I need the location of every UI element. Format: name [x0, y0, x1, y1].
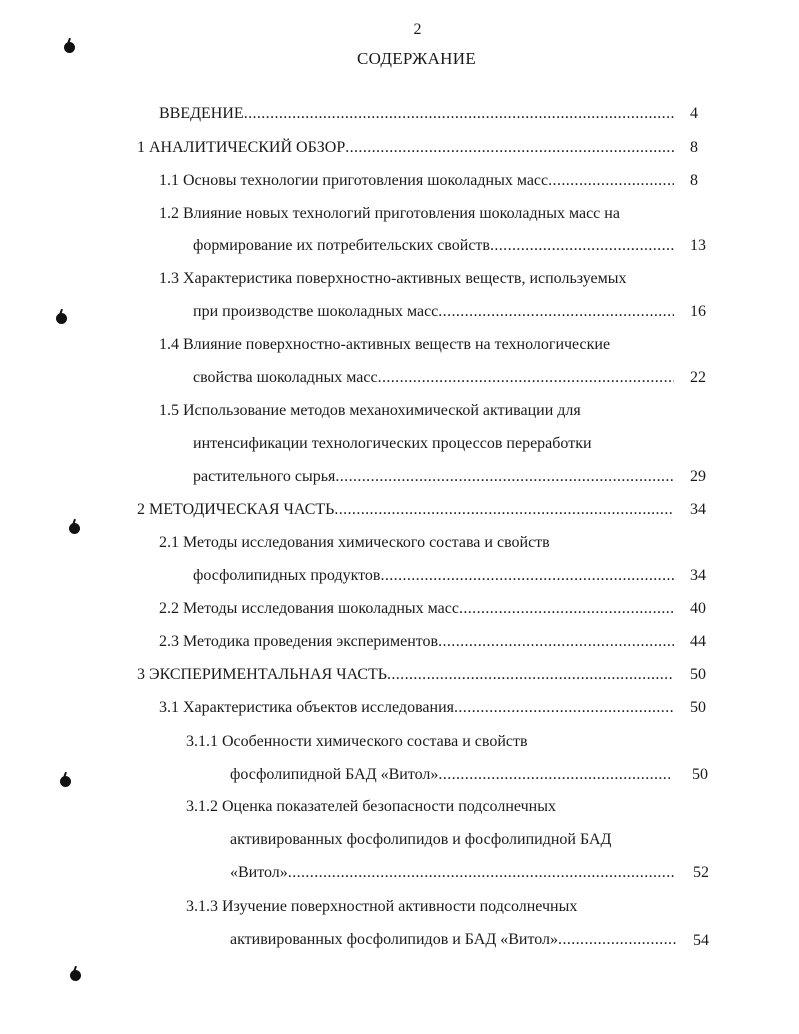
leader-dots — [438, 764, 670, 786]
toc-entry-continuation: при производстве шоколадных масс — [193, 303, 439, 320]
toc-page-number: 34 — [690, 501, 706, 518]
toc-entry-label: 3.1.3 Изучение поверхностной активности подсолнечных — [186, 898, 578, 915]
toc-entry-label: 1.5 Использование методов механохимической активации для — [159, 402, 581, 419]
leader-dots — [334, 499, 674, 521]
toc-entry-label: 2.1 Методы исследования химического состава и свойств — [159, 534, 550, 551]
toc-entry-continuation: интенсификации технологических процессов переработки — [193, 435, 592, 452]
leader-dots — [558, 929, 676, 951]
scan-mark-icon — [70, 970, 81, 981]
page-title: СОДЕРЖАНИЕ — [356, 49, 477, 68]
leader-dots — [387, 664, 674, 686]
toc-page-number: 50 — [692, 766, 708, 783]
toc-entry-label: 1.4 Влияние поверхностно-активных веществ на технологические — [159, 336, 611, 353]
toc-page-number: 54 — [693, 932, 709, 949]
toc-entry-continuation: фосфолипидной БАД «Витол» — [230, 766, 439, 783]
toc-page-number: 22 — [690, 369, 706, 386]
toc-entry-label: 1.2 Влияние новых технологий приготовления шоколадных масс на — [159, 205, 620, 222]
leader-dots — [288, 862, 676, 884]
toc-entry-label: 3 ЭКСПЕРИМЕНТАЛЬНАЯ ЧАСТЬ — [137, 666, 387, 683]
toc-entry-label: 2.3 Методика проведения экспериментов — [159, 633, 439, 650]
toc-page-number: 40 — [690, 600, 706, 617]
toc-page-number: 8 — [690, 139, 698, 156]
toc-entry-continuation: фосфолипидных продуктов — [193, 567, 381, 584]
leader-dots — [378, 367, 674, 389]
toc-entry-label: ВВЕДЕНИЕ — [159, 105, 244, 122]
leader-dots — [454, 697, 674, 719]
toc-entry — [193, 466, 674, 488]
toc-entry — [230, 764, 670, 786]
toc-entry — [193, 301, 674, 323]
toc-entry — [137, 499, 674, 521]
toc-page-number: 52 — [693, 864, 709, 881]
page-number: 2 — [413, 21, 422, 38]
leader-dots — [335, 466, 674, 488]
toc-page-number: 44 — [690, 633, 706, 650]
toc-entry — [230, 862, 676, 884]
toc-entry-label: 1.3 Характеристика поверхностно-активных веществ, используемых — [159, 270, 627, 287]
toc-entry-continuation: растительного сырья — [193, 468, 336, 485]
toc-entry — [159, 697, 674, 719]
leader-dots — [345, 137, 674, 159]
toc-entry — [193, 235, 674, 257]
toc-entry — [159, 598, 674, 620]
toc-entry — [159, 103, 674, 125]
scan-mark-icon — [56, 313, 67, 324]
toc-entry — [193, 367, 674, 389]
toc-entry-continuation: «Витол» — [230, 864, 288, 881]
toc-page-number: 8 — [690, 172, 698, 189]
leader-dots — [380, 565, 674, 587]
leader-dots — [490, 235, 674, 257]
scan-mark-icon — [60, 776, 71, 787]
toc-entry — [137, 137, 674, 159]
toc-entry-continuation: активированных фосфолипидов и БАД «Витол» — [230, 931, 559, 948]
leader-dots — [438, 631, 674, 653]
toc-page-number: 16 — [690, 303, 706, 320]
leader-dots — [244, 103, 674, 125]
toc-entry-label: 1 АНАЛИТИЧЕСКИЙ ОБЗОР — [137, 139, 346, 156]
toc-entry-label: 3.1.2 Оценка показателей безопасности подсолнечных — [186, 798, 556, 815]
toc-entry — [137, 664, 674, 686]
toc-entry — [159, 170, 674, 192]
leader-dots — [548, 170, 674, 192]
toc-page-number: 50 — [690, 666, 706, 683]
toc-page-number: 34 — [690, 567, 706, 584]
toc-entry-continuation: свойства шоколадных масс — [193, 369, 378, 386]
toc-entry-label: 2 МЕТОДИЧЕСКАЯ ЧАСТЬ — [137, 501, 335, 518]
toc-page-number: 4 — [690, 105, 698, 122]
leader-dots — [459, 598, 674, 620]
scan-mark-icon — [64, 42, 75, 53]
toc-page-number: 13 — [690, 237, 706, 254]
toc-entry — [193, 565, 674, 587]
toc-page-number: 50 — [690, 699, 706, 716]
toc-entry-label: 1.1 Основы технологии приготовления шоколадных масс — [159, 172, 549, 189]
toc-entry — [230, 929, 676, 951]
toc-entry-label: 3.1 Характеристика объектов исследования — [159, 699, 454, 716]
toc-entry-continuation: формирование их потребительских свойств — [193, 237, 490, 254]
toc-entry-label: 3.1.1 Особенности химического состава и свойств — [186, 733, 528, 750]
scan-mark-icon — [69, 523, 80, 534]
toc-page-number: 29 — [690, 468, 706, 485]
toc-entry-label: 2.2 Методы исследования шоколадных масс — [159, 600, 459, 617]
toc-entry — [159, 631, 674, 653]
leader-dots — [438, 301, 674, 323]
toc-entry-continuation: активированных фосфолипидов и фосфолипидной БАД — [230, 831, 612, 848]
